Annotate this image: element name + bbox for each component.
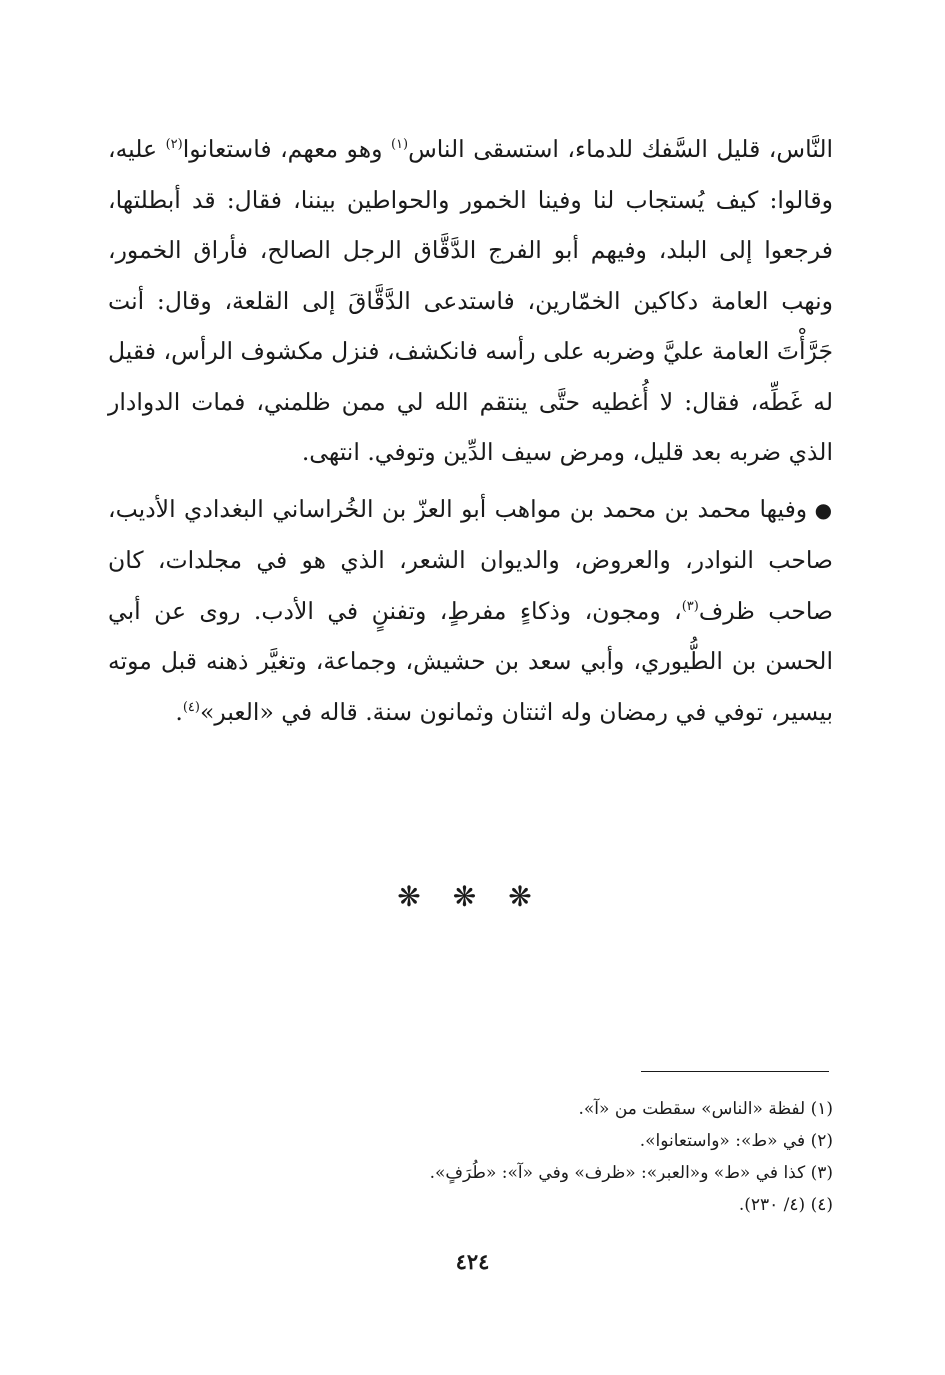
footnote-2: (٢) في «ط»: «واستعانوا». <box>639 1131 833 1151</box>
asterisk-icon: ❋ <box>452 880 493 913</box>
page-number: ٤٢٤ <box>455 1249 490 1274</box>
paragraph-biography <box>108 484 833 738</box>
bullet-icon: ● <box>814 497 833 522</box>
paragraph-text: عليه، وقالوا: كيف يُستجاب لنا وفينا الخمور والحواطين بيننا، فقال: قد أبطلتها، فرجعوا إلى البلد، وفيهم أبو الفرج الدَّقَّاق الرجل الصالح، فأراق الخمور، ونهب العامة دكاكين الخمّارين، فاستدعى الدَّقَّاقَ إلى القلعة، وقال: أنت جَرَّأْتَ العامة عليَّ وضربه على رأسه فانكشف، فنزل مكشوف الرأس، فقيل له غَطِّه، فقال: لا أُغطيه حتَّى ينتقم الله لي ممن ظلمني، فمات الدوادار الذي ضربه بعد قليل، ومرض سيف الدِّين وتوفي. انتهى. <box>108 135 833 466</box>
footnote-marker-2: (٢) <box>165 137 183 152</box>
paragraph-text: وفيها محمد بن محمد بن مواهب أبو العزّ بن الخُراساني البغدادي الأديب، صاحب النوادر، والعروض، والديوان الشعر، الذي هو في مجلدات، كان صاحب ظرف <box>108 494 833 625</box>
paragraph-text: ، ومجون، وذكاءٍ مفرطٍ، وتفننٍ في الأدب. روى عن أبي الحسن بن الطُّيوري، وأبي سعد بن حشيش، وجماعة، وتغيَّر ذهنه قبل موته بيسير، توفي في رمضان وله اثنتان وثمانون سنة. قاله في «العبر» <box>108 596 833 726</box>
section-separator <box>0 880 945 913</box>
main-text <box>108 124 833 737</box>
footnote-marker-3: (٣) <box>681 598 699 614</box>
footnote-1: (١) لفظة «الناس» سقطت من «آ». <box>578 1099 833 1119</box>
paragraph-text: . <box>175 697 183 726</box>
footnote-divider <box>641 1071 829 1072</box>
footnote-marker-1: (١) <box>390 137 409 152</box>
asterisk-icon: ❋ <box>397 880 437 913</box>
footnotes <box>333 1093 833 1221</box>
footnote-4: (٤) (٤/ ٢٣٠). <box>738 1195 833 1215</box>
footnote-marker-4: (٤) <box>182 699 200 715</box>
footnote-3: (٣) كذا في «ط» و«العبر»: «ظرف» وفي «آ»: «طُرَفٍ». <box>429 1163 833 1183</box>
paragraph-text: النَّاس، قليل السَّفك للدماء، استسقى الناس <box>408 135 834 163</box>
asterisk-icon: ❋ <box>508 880 548 913</box>
paragraph-text: وهو معهم، فاستعانوا <box>182 135 391 163</box>
paragraph-first <box>108 124 833 478</box>
